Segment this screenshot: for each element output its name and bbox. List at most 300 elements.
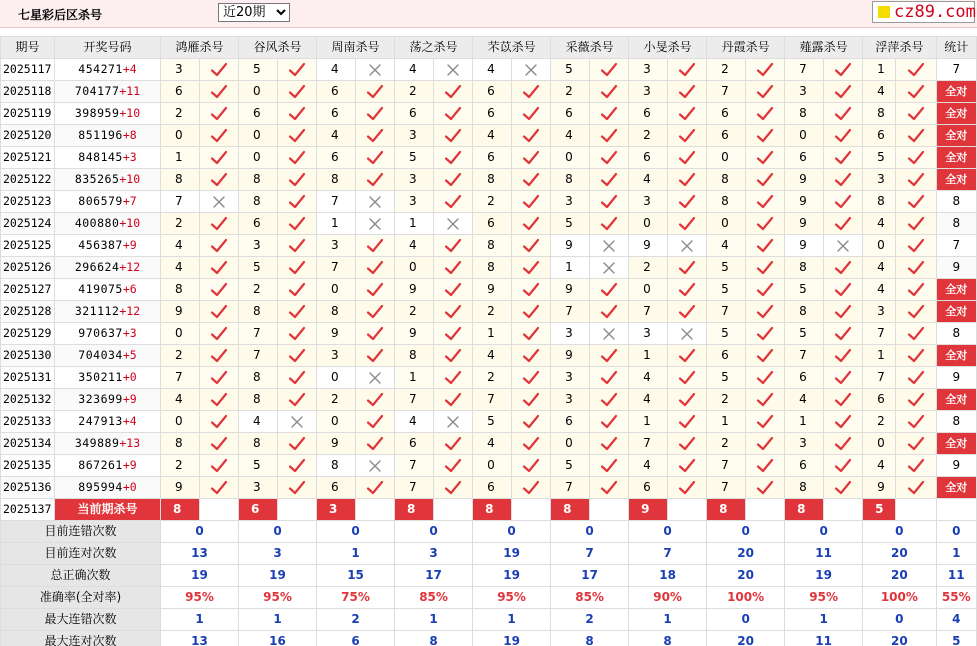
check-icon — [200, 477, 239, 499]
check-icon — [356, 477, 395, 499]
table-row — [1, 301, 977, 323]
summary-value: 20 — [707, 565, 785, 587]
check-icon — [356, 433, 395, 455]
check-icon — [512, 103, 551, 125]
check-icon — [668, 191, 707, 213]
check-icon — [668, 301, 707, 323]
summary-value: 19 — [161, 565, 239, 587]
draw-numbers: 835265 — [74, 172, 120, 186]
check-icon — [512, 367, 551, 389]
check-icon — [746, 235, 785, 257]
check-icon — [896, 169, 936, 191]
stat-cell: 全对 — [936, 279, 976, 301]
table-row — [1, 367, 977, 389]
kill-number-cell: 9 — [785, 169, 824, 191]
kill-number-cell: 5 — [785, 279, 824, 301]
kill-number-cell: 2 — [395, 301, 434, 323]
current-kill-number: 6 — [239, 499, 278, 521]
cross-icon — [668, 235, 707, 257]
check-icon — [896, 433, 936, 455]
kill-number-cell: 4 — [785, 389, 824, 411]
period-cell: 2025129 — [1, 323, 55, 345]
summary-value: 0 — [785, 521, 863, 543]
current-kill-number: 8 — [707, 499, 746, 521]
current-kill-number: 8 — [161, 499, 200, 521]
kill-number-cell: 6 — [161, 81, 200, 103]
kill-number-cell: 5 — [707, 257, 746, 279]
column-header: 开奖号码 — [55, 37, 161, 59]
draw-numbers-cell — [55, 235, 161, 257]
kill-number-cell: 4 — [473, 59, 512, 81]
check-icon — [356, 257, 395, 279]
kill-number-cell: 7 — [707, 301, 746, 323]
summary-row — [1, 587, 977, 609]
cross-icon — [356, 59, 395, 81]
check-icon — [590, 477, 629, 499]
check-icon — [590, 345, 629, 367]
kill-number-cell: 3 — [395, 169, 434, 191]
check-icon — [512, 147, 551, 169]
kill-number-cell: 6 — [863, 125, 896, 147]
kill-number-cell: 6 — [785, 147, 824, 169]
summary-row — [1, 565, 977, 587]
check-icon — [278, 125, 317, 147]
check-icon — [896, 125, 936, 147]
cross-icon — [434, 213, 473, 235]
special-number: +12 — [119, 304, 141, 318]
top-bar — [0, 0, 977, 28]
kill-number-cell: 3 — [629, 191, 668, 213]
summary-value: 95% — [239, 587, 317, 609]
summary-value: 95% — [785, 587, 863, 609]
special-number: +13 — [119, 436, 141, 450]
kill-number-cell: 4 — [395, 411, 434, 433]
special-number: +10 — [119, 216, 141, 230]
check-icon — [200, 279, 239, 301]
check-icon — [896, 389, 936, 411]
draw-numbers: 321112 — [74, 304, 120, 318]
check-icon — [200, 323, 239, 345]
cross-icon — [590, 323, 629, 345]
draw-numbers: 296624 — [74, 260, 120, 274]
summary-value: 1 — [936, 543, 976, 565]
site-logo[interactable] — [872, 1, 975, 23]
summary-value: 0 — [317, 521, 395, 543]
kill-number-cell: 7 — [551, 477, 590, 499]
check-icon — [590, 81, 629, 103]
summary-value: 18 — [629, 565, 707, 587]
check-icon — [746, 169, 785, 191]
kill-number-cell: 7 — [707, 477, 746, 499]
current-period-row — [1, 499, 977, 521]
stat-cell: 全对 — [936, 147, 976, 169]
check-icon — [824, 125, 863, 147]
summary-value: 0 — [863, 609, 936, 631]
check-icon — [824, 389, 863, 411]
kill-number-cell: 3 — [395, 125, 434, 147]
summary-value: 8 — [551, 631, 629, 646]
column-header: 小旻杀号 — [629, 37, 707, 59]
summary-value: 0 — [161, 521, 239, 543]
check-icon — [434, 169, 473, 191]
summary-value: 85% — [395, 587, 473, 609]
check-icon — [278, 389, 317, 411]
cross-icon — [512, 59, 551, 81]
summary-value: 1 — [629, 609, 707, 631]
summary-value: 6 — [317, 631, 395, 646]
table-row — [1, 235, 977, 257]
check-icon — [746, 411, 785, 433]
kill-number-cell: 9 — [317, 433, 356, 455]
current-kill-blank — [434, 499, 473, 521]
check-icon — [746, 103, 785, 125]
cross-icon — [668, 323, 707, 345]
check-icon — [824, 301, 863, 323]
table-row — [1, 213, 977, 235]
check-icon — [356, 103, 395, 125]
kill-number-cell: 6 — [863, 389, 896, 411]
page-title: 七星彩后区杀号 — [18, 8, 103, 22]
summary-value: 0 — [936, 521, 976, 543]
check-icon — [668, 59, 707, 81]
summary-value: 17 — [551, 565, 629, 587]
cross-icon — [356, 367, 395, 389]
check-icon — [668, 477, 707, 499]
check-icon — [512, 125, 551, 147]
check-icon — [278, 257, 317, 279]
range-select[interactable] — [218, 3, 290, 22]
check-icon — [512, 301, 551, 323]
draw-numbers-cell — [55, 433, 161, 455]
check-icon — [278, 455, 317, 477]
kill-number-cell: 8 — [551, 169, 590, 191]
current-kill-label: 当前期杀号 — [55, 499, 161, 521]
kill-number-cell: 9 — [785, 191, 824, 213]
summary-value: 11 — [785, 543, 863, 565]
column-header: 鸿雁杀号 — [161, 37, 239, 59]
special-number: +10 — [119, 106, 141, 120]
check-icon — [746, 191, 785, 213]
check-icon — [896, 411, 936, 433]
period-cell: 2025121 — [1, 147, 55, 169]
kill-number-cell: 9 — [395, 323, 434, 345]
kill-number-cell: 1 — [395, 367, 434, 389]
kill-number-cell: 0 — [317, 367, 356, 389]
summary-value: 13 — [161, 543, 239, 565]
special-number: +4 — [122, 62, 137, 76]
kill-number-cell: 1 — [161, 147, 200, 169]
kill-number-cell: 9 — [863, 477, 896, 499]
check-icon — [896, 455, 936, 477]
kill-number-cell: 8 — [707, 169, 746, 191]
check-icon — [590, 389, 629, 411]
column-header: 期号 — [1, 37, 55, 59]
check-icon — [434, 367, 473, 389]
check-icon — [356, 411, 395, 433]
check-icon — [434, 147, 473, 169]
check-icon — [278, 367, 317, 389]
special-number: +8 — [122, 128, 137, 142]
check-icon — [896, 213, 936, 235]
check-icon — [824, 433, 863, 455]
summary-value: 8 — [629, 631, 707, 646]
kill-number-cell: 8 — [473, 235, 512, 257]
kill-number-cell: 2 — [473, 191, 512, 213]
column-header: 荡之杀号 — [395, 37, 473, 59]
check-icon — [668, 345, 707, 367]
check-icon — [434, 257, 473, 279]
check-icon — [896, 81, 936, 103]
summary-value: 0 — [473, 521, 551, 543]
check-icon — [746, 301, 785, 323]
check-icon — [200, 235, 239, 257]
draw-numbers-cell — [55, 169, 161, 191]
kill-number-cell: 9 — [473, 279, 512, 301]
summary-value: 95% — [473, 587, 551, 609]
kill-number-cell: 7 — [395, 389, 434, 411]
column-header: 周南杀号 — [317, 37, 395, 59]
period-cell: 2025134 — [1, 433, 55, 455]
stat-cell: 8 — [936, 213, 976, 235]
summary-value: 13 — [161, 631, 239, 646]
summary-value: 19 — [785, 565, 863, 587]
check-icon — [896, 257, 936, 279]
summary-value: 75% — [317, 587, 395, 609]
draw-numbers-cell — [55, 455, 161, 477]
check-icon — [356, 279, 395, 301]
check-icon — [434, 455, 473, 477]
check-icon — [824, 81, 863, 103]
check-icon — [668, 213, 707, 235]
check-icon — [356, 169, 395, 191]
check-icon — [200, 125, 239, 147]
check-icon — [278, 191, 317, 213]
draw-numbers: 704034 — [78, 348, 123, 362]
draw-numbers-cell — [55, 81, 161, 103]
summary-value: 2 — [317, 609, 395, 631]
check-icon — [824, 103, 863, 125]
table-header-row — [1, 37, 977, 59]
summary-value: 1 — [161, 609, 239, 631]
table-row — [1, 323, 977, 345]
kill-number-table — [0, 36, 977, 646]
period-cell: 2025124 — [1, 213, 55, 235]
kill-number-cell: 8 — [239, 169, 278, 191]
kill-number-cell: 8 — [473, 257, 512, 279]
kill-number-cell: 2 — [707, 389, 746, 411]
kill-number-cell: 6 — [551, 411, 590, 433]
check-icon — [200, 81, 239, 103]
table-row — [1, 433, 977, 455]
check-icon — [896, 477, 936, 499]
kill-number-cell: 1 — [629, 345, 668, 367]
kill-number-cell: 4 — [161, 389, 200, 411]
check-icon — [668, 455, 707, 477]
kill-number-cell: 8 — [473, 169, 512, 191]
table-row — [1, 389, 977, 411]
check-icon — [200, 213, 239, 235]
kill-number-cell: 6 — [707, 125, 746, 147]
table-row — [1, 169, 977, 191]
check-icon — [512, 455, 551, 477]
kill-number-cell: 0 — [161, 125, 200, 147]
kill-number-cell: 0 — [707, 147, 746, 169]
check-icon — [356, 81, 395, 103]
kill-number-cell: 3 — [239, 477, 278, 499]
summary-row — [1, 609, 977, 631]
kill-number-cell: 7 — [239, 323, 278, 345]
check-icon — [512, 323, 551, 345]
column-header: 谷风杀号 — [239, 37, 317, 59]
summary-value: 1 — [239, 609, 317, 631]
kill-number-cell: 4 — [863, 279, 896, 301]
kill-number-cell: 5 — [707, 367, 746, 389]
check-icon — [746, 59, 785, 81]
kill-number-cell: 6 — [317, 103, 356, 125]
kill-number-cell: 6 — [707, 103, 746, 125]
check-icon — [278, 103, 317, 125]
check-icon — [896, 191, 936, 213]
kill-number-cell: 0 — [473, 455, 512, 477]
check-icon — [434, 103, 473, 125]
kill-number-cell: 7 — [317, 257, 356, 279]
cross-icon — [278, 411, 317, 433]
check-icon — [356, 389, 395, 411]
check-icon — [590, 213, 629, 235]
kill-number-cell: 8 — [161, 279, 200, 301]
kill-number-cell: 3 — [395, 191, 434, 213]
check-icon — [512, 433, 551, 455]
check-icon — [824, 411, 863, 433]
kill-number-cell: 7 — [395, 477, 434, 499]
summary-row — [1, 521, 977, 543]
draw-numbers: 456387 — [78, 238, 123, 252]
summary-value: 20 — [863, 631, 936, 646]
check-icon — [200, 345, 239, 367]
kill-number-cell: 8 — [317, 301, 356, 323]
check-icon — [668, 411, 707, 433]
kill-number-cell: 5 — [239, 257, 278, 279]
check-icon — [200, 147, 239, 169]
summary-value: 100% — [707, 587, 785, 609]
check-icon — [590, 301, 629, 323]
kill-number-cell: 8 — [161, 169, 200, 191]
kill-number-cell: 8 — [161, 433, 200, 455]
kill-number-cell: 7 — [707, 455, 746, 477]
check-icon — [434, 301, 473, 323]
period-cell: 2025118 — [1, 81, 55, 103]
kill-number-cell: 2 — [317, 389, 356, 411]
check-icon — [434, 389, 473, 411]
check-icon — [746, 455, 785, 477]
current-kill-blank — [668, 499, 707, 521]
check-icon — [824, 345, 863, 367]
check-icon — [590, 191, 629, 213]
summary-label: 准确率(全对率) — [1, 587, 161, 609]
cross-icon — [356, 191, 395, 213]
check-icon — [896, 367, 936, 389]
kill-number-cell: 9 — [785, 235, 824, 257]
stat-cell: 7 — [936, 59, 976, 81]
draw-numbers: 970637 — [78, 326, 123, 340]
kill-number-cell: 2 — [629, 257, 668, 279]
kill-number-cell: 1 — [785, 411, 824, 433]
column-header: 统计 — [936, 37, 976, 59]
check-icon — [896, 279, 936, 301]
kill-number-cell: 5 — [239, 455, 278, 477]
kill-number-cell: 4 — [863, 257, 896, 279]
kill-number-cell: 5 — [473, 411, 512, 433]
draw-numbers: 398959 — [74, 106, 120, 120]
summary-label: 目前连对次数 — [1, 543, 161, 565]
draw-numbers-cell — [55, 59, 161, 81]
kill-number-cell: 3 — [551, 367, 590, 389]
draw-numbers: 349889 — [74, 436, 120, 450]
kill-number-cell: 5 — [707, 279, 746, 301]
kill-number-cell: 3 — [317, 345, 356, 367]
kill-number-cell: 5 — [395, 147, 434, 169]
kill-number-cell: 4 — [629, 455, 668, 477]
special-number: +7 — [122, 194, 137, 208]
check-icon — [512, 235, 551, 257]
kill-number-cell: 0 — [161, 411, 200, 433]
table-body — [1, 59, 977, 646]
kill-number-cell: 0 — [239, 81, 278, 103]
kill-number-cell: 7 — [629, 433, 668, 455]
kill-number-cell: 4 — [473, 433, 512, 455]
column-header: 浮萍杀号 — [863, 37, 936, 59]
kill-number-cell: 8 — [239, 301, 278, 323]
kill-number-cell: 3 — [629, 323, 668, 345]
summary-value: 11 — [785, 631, 863, 646]
draw-numbers-cell — [55, 323, 161, 345]
check-icon — [200, 257, 239, 279]
check-icon — [200, 411, 239, 433]
kill-number-cell: 8 — [863, 191, 896, 213]
kill-number-cell: 6 — [785, 367, 824, 389]
stat-cell: 全对 — [936, 169, 976, 191]
draw-numbers: 851196 — [78, 128, 123, 142]
special-number: +5 — [122, 348, 137, 362]
summary-value: 17 — [395, 565, 473, 587]
table-row — [1, 411, 977, 433]
kill-number-cell: 6 — [473, 103, 512, 125]
period-cell: 2025123 — [1, 191, 55, 213]
period-cell: 2025130 — [1, 345, 55, 367]
summary-value: 5 — [936, 631, 976, 646]
kill-number-cell: 0 — [551, 147, 590, 169]
stat-cell: 9 — [936, 367, 976, 389]
kill-number-cell: 7 — [551, 301, 590, 323]
summary-value: 95% — [161, 587, 239, 609]
draw-numbers: 247913 — [78, 414, 123, 428]
check-icon — [356, 301, 395, 323]
draw-numbers-cell — [55, 367, 161, 389]
kill-number-cell: 3 — [239, 235, 278, 257]
kill-number-cell: 6 — [629, 103, 668, 125]
check-icon — [200, 367, 239, 389]
special-number: +9 — [122, 458, 137, 472]
kill-number-cell: 4 — [473, 125, 512, 147]
check-icon — [590, 59, 629, 81]
period-cell: 2025135 — [1, 455, 55, 477]
check-icon — [668, 389, 707, 411]
kill-number-cell: 9 — [395, 279, 434, 301]
kill-number-cell: 9 — [317, 323, 356, 345]
kill-number-cell: 0 — [395, 257, 434, 279]
period-cell: 2025125 — [1, 235, 55, 257]
check-icon — [278, 345, 317, 367]
